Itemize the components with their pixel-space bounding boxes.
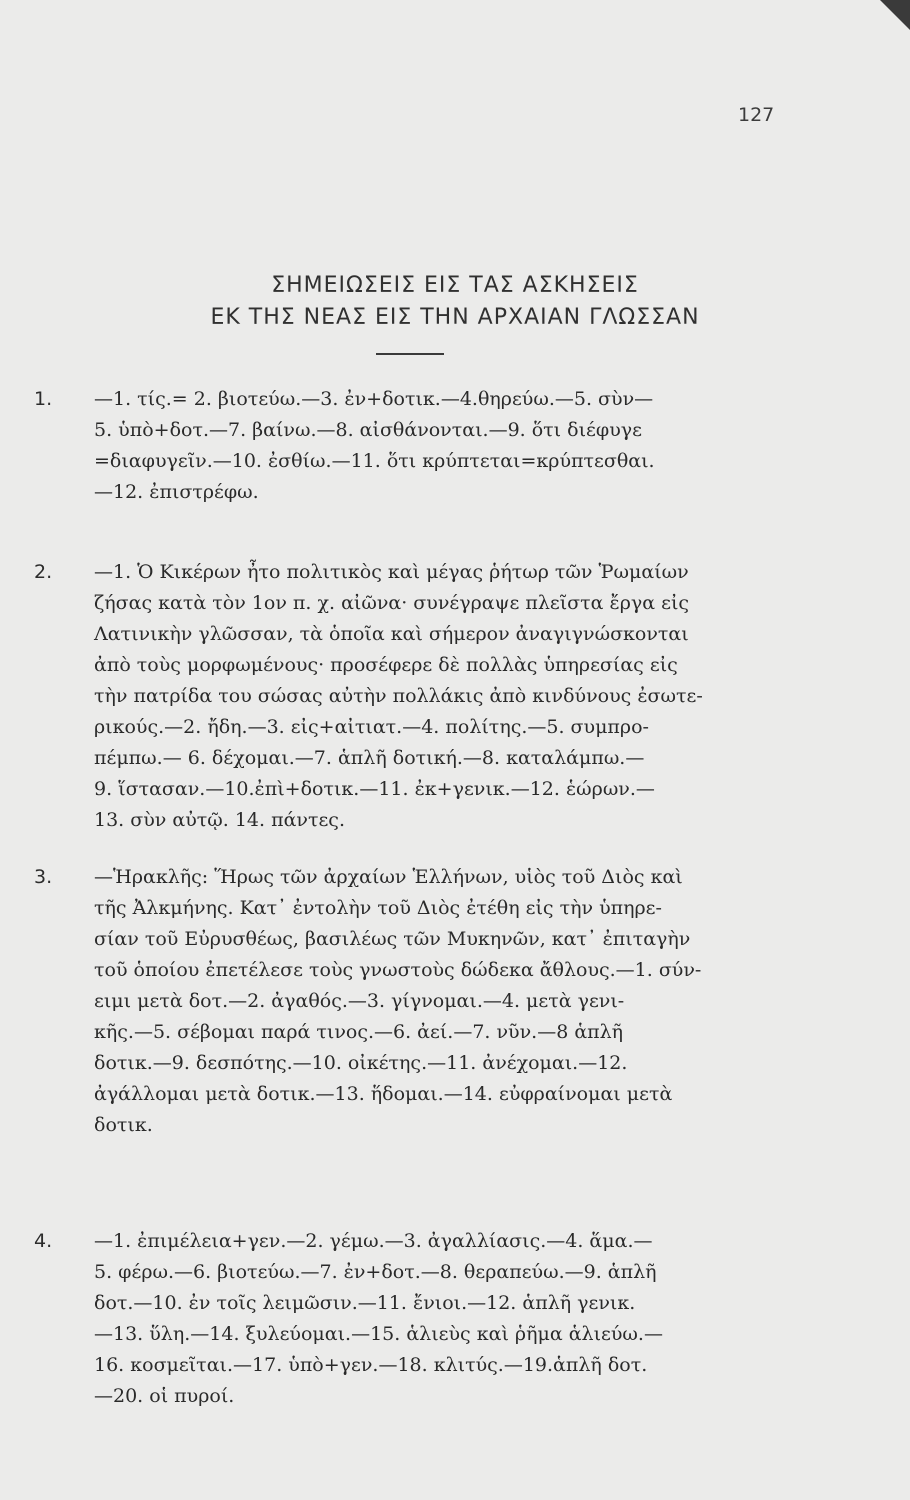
text-line: —13. ὕλη.—14. ξυλεύομαι.—15. ἁλιεὺς καὶ ῥῆμα ἁλιεύω.—	[94, 1323, 663, 1345]
text-line: =διαφυγεῖν.—10. ἐσθίω.—11. ὅτι κρύπτεται=κρύπτεσθαι.	[94, 450, 655, 472]
page-corner-fold	[880, 0, 910, 30]
page-number: 127	[738, 104, 775, 126]
text-line: —20. οἱ πυροί.	[94, 1385, 235, 1407]
exercise-notes-3	[34, 862, 804, 1141]
exercise-notes-2	[34, 557, 804, 836]
text-line: σίαν τοῦ Εὐρυσθέως, βασιλέως τῶν Μυκηνῶν, κατ᾽ ἐπιταγὴν	[94, 928, 691, 950]
text-line: —1. Ὁ Κικέρων ἦτο πολιτικὸς καὶ μέγας ῥήτωρ τῶν Ῥωμαίων	[94, 561, 689, 583]
text-line: κῆς.—5. σέβομαι παρά τινος.—6. ἀεί.—7. νῦν.—8 ἁπλῆ	[94, 1021, 624, 1043]
text-line: δοτικ.—9. δεσπότης.—10. οἰκέτης.—11. ἀνέχομαι.—12.	[94, 1052, 628, 1074]
text-line: ειμι μετὰ δοτ.—2. ἀγαθός.—3. γίγνομαι.—4. μετὰ γενι-	[94, 990, 625, 1012]
heading-rule	[376, 353, 444, 355]
text-line: 5. ὑπὸ+δοτ.—7. βαίνω.—8. αἰσθάνονται.—9. ὅτι διέφυγε	[94, 419, 642, 441]
text-line: —Ἡρακλῆς: Ἥρως τῶν ἀρχαίων Ἑλλήνων, υἱὸς τοῦ Διὸς καὶ	[94, 866, 683, 888]
section-number: 1.	[34, 388, 53, 410]
text-line: ἀγάλλομαι μετὰ δοτικ.—13. ἥδομαι.—14. εὐφραίνομαι μετὰ	[94, 1083, 673, 1105]
exercise-notes-4	[34, 1226, 804, 1412]
text-line: —12. ἐπιστρέφω.	[94, 481, 259, 503]
section-number: 4.	[34, 1230, 53, 1252]
heading-line-1: ΣΗΜΕΙΩΣΕΙΣ ΕΙΣ ΤΑΣ ΑΣΚΗΣΕΙΣ	[271, 273, 639, 298]
text-line: δοτικ.	[94, 1114, 153, 1136]
text-line: 16. κοσμεῖται.—17. ὑπὸ+γεν.—18. κλιτύς.—19.ἁπλῆ δοτ.	[94, 1354, 648, 1376]
text-line: ζήσας κατὰ τὸν 1ον π. χ. αἰῶνα· συνέγραψε πλεῖστα ἔργα εἰς	[94, 592, 690, 614]
text-line: δοτ.—10. ἐν τοῖς λειμῶσιν.—11. ἔνιοι.—12. ἁπλῆ γενικ.	[94, 1292, 636, 1314]
text-line: πέμπω.— 6. δέχομαι.—7. ἁπλῆ δοτική.—8. καταλάμπω.—	[94, 747, 645, 769]
text-line: —1. τίς.= 2. βιοτεύω.—3. ἐν+δοτικ.—4.θηρεύω.—5. σὺν—	[94, 388, 654, 410]
text-line: 13. σὺν αὐτῷ. 14. πάντες.	[94, 809, 345, 831]
page-heading	[90, 270, 820, 334]
exercise-notes-1	[34, 384, 804, 508]
section-number: 3.	[34, 866, 53, 888]
text-line: Λατινικὴν γλῶσσαν, τὰ ὁποῖα καὶ σήμερον ἀναγιγνώσκονται	[94, 623, 689, 645]
text-line: ἀπὸ τοὺς μορφωμένους· προσέφερε δὲ πολλὰς ὑπηρεσίας εἰς	[94, 654, 678, 676]
text-line: ρικούς.—2. ἤδη.—3. εἰς+αἰτιατ.—4. πολίτης.—5. συμπρο-	[94, 716, 649, 738]
section-number: 2.	[34, 561, 53, 583]
text-line: 5. φέρω.—6. βιοτεύω.—7. ἐν+δοτ.—8. θεραπεύω.—9. ἁπλῆ	[94, 1261, 657, 1283]
heading-line-2: ΕΚ ΤΗΣ ΝΕΑΣ ΕΙΣ ΤΗΝ ΑΡΧΑΙΑΝ ΓΛΩΣΣΑΝ	[210, 304, 700, 330]
text-line: τῆς Ἀλκμήνης. Κατ᾽ ἐντολὴν τοῦ Διὸς ἐτέθη εἰς τὴν ὑπηρε-	[94, 897, 662, 919]
text-line: τοῦ ὁποίου ἐπετέλεσε τοὺς γνωστοὺς δώδεκα ἄθλους.—1. σύν-	[94, 959, 702, 981]
text-line: —1. ἐπιμέλεια+γεν.—2. γέμω.—3. ἀγαλλίασις.—4. ἅμα.—	[94, 1230, 653, 1252]
text-line: τὴν πατρίδα του σώσας αὐτὴν πολλάκις ἀπὸ κινδύνους ἐσωτε-	[94, 685, 703, 707]
text-line: 9. ἵστασαν.—10.ἐπὶ+δοτικ.—11. ἐκ+γενικ.—12. ἑώρων.—	[94, 778, 655, 800]
